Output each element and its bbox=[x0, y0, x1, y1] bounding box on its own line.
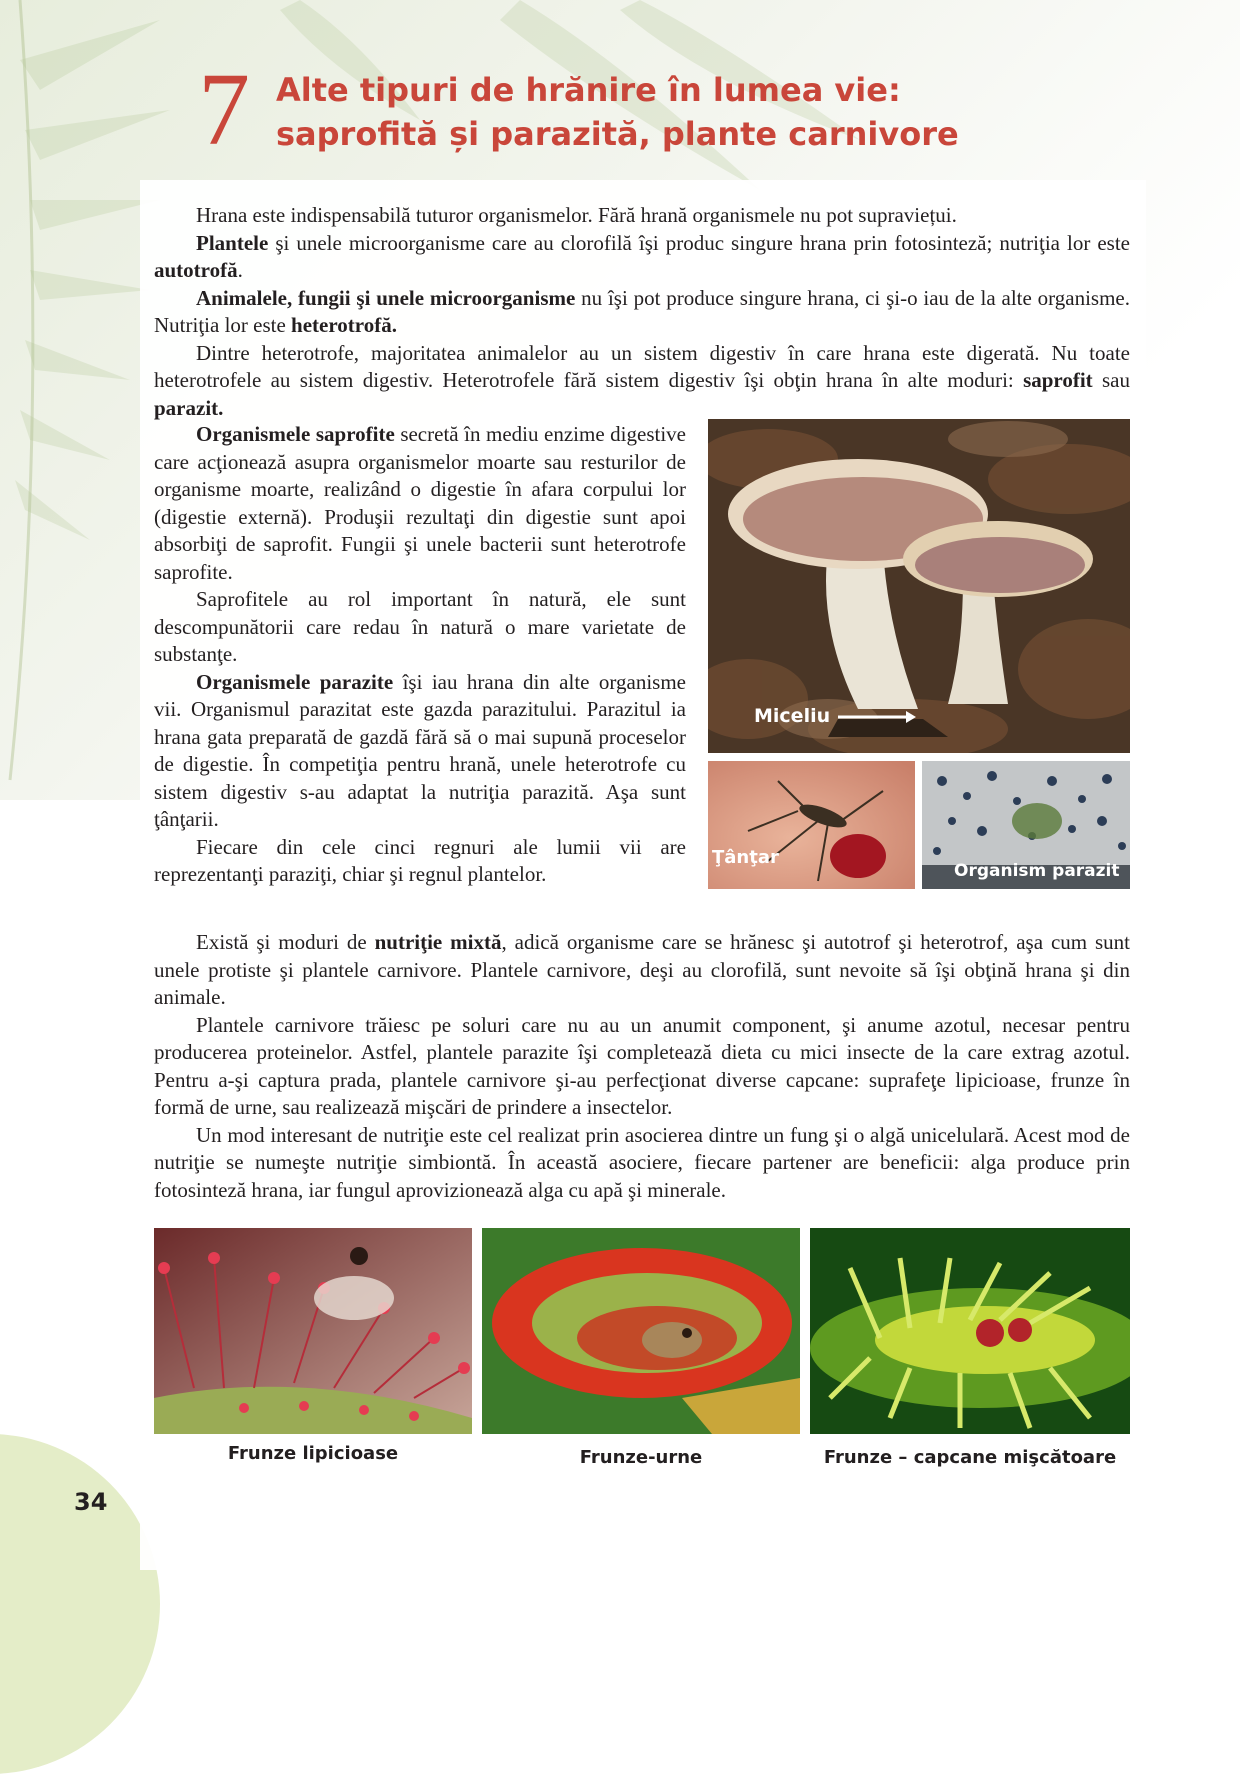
corner-decoration bbox=[0, 1434, 160, 1774]
text-span: şi unele microorganisme care au clorofilă îşi produc singure hrana prin fotosinteză; nutriţia lor este bbox=[268, 230, 1130, 255]
paragraph-4 bbox=[154, 340, 1130, 423]
term-saprofite: Organismele saprofite bbox=[196, 422, 395, 446]
paragraph-11: Un mod interesant de nutriţie este cel realizat prin asocierea dintre un fung şi o algă unicelulară. Acest mod de nutriţie se numeşte nutriţie simbiontă. În această asociere, fiecare partener are beneficii: alga produce prin fotosinteză hrana, iar fungul aprovizionează alga cu apă şi minerale. bbox=[154, 1122, 1130, 1202]
title-line-2: saprofită și parazită, plante carnivore bbox=[276, 115, 959, 153]
chapter-title bbox=[276, 68, 1076, 156]
text-span: . bbox=[237, 258, 243, 282]
paragraph-5 bbox=[154, 421, 686, 586]
term-saprofit: saprofit bbox=[1023, 368, 1093, 392]
flytrap-photo bbox=[810, 1228, 1130, 1434]
term-plantele: Plantele bbox=[196, 230, 269, 255]
paragraph-7 bbox=[154, 669, 686, 834]
chapter-number: 7 bbox=[198, 52, 250, 167]
text-span: îşi iau hrana din alte organisme vii. Organismul parazitat este gazda parazitului. Parazitul ia hrana gata preparată de gazdă fără să o mai supună proceselor de digestie. În competiţia pentru hrană, unele heterotrofe cu sistem digestiv s-au adaptat la nutriţia parazită. Aşa sunt ţânţarii. bbox=[154, 669, 686, 831]
pitcher-photo bbox=[482, 1228, 800, 1434]
parasite-label: Organism parazit bbox=[954, 861, 1120, 881]
left-column-text bbox=[154, 421, 686, 889]
mosquito-photo bbox=[708, 761, 915, 889]
caption-trap-leaves: Frunze – capcane mişcătoare bbox=[823, 1447, 1117, 1468]
paragraph-8: Fiecare din cele cinci regnuri ale lumii vii are reprezentanţi paraziţi, chiar şi regnul plantelor. bbox=[154, 834, 686, 886]
parasite-photo bbox=[922, 761, 1130, 889]
page-number: 34 bbox=[74, 1488, 108, 1516]
paragraph-9 bbox=[154, 929, 1130, 1012]
caption-sticky-leaves: Frunze lipicioase bbox=[227, 1443, 399, 1464]
term-animalele: Animalele, fungii şi unele microorganisme bbox=[196, 285, 576, 310]
text-span: sau bbox=[1092, 368, 1130, 392]
term-nutritie-mixta: nutriţie mixtă bbox=[374, 930, 502, 954]
paragraph-6: Saprofitele au rol important în natură, ele sunt descompunătorii care redau în natură o mare varietate de substanţe. bbox=[154, 587, 686, 666]
title-line-1: Alte tipuri de hrănire în lumea vie: bbox=[276, 71, 901, 109]
mushroom-photo bbox=[708, 419, 1130, 753]
term-heterotrofa: heterotrofă. bbox=[291, 313, 397, 337]
term-parazite: Organismele parazite bbox=[196, 669, 394, 694]
text-span: Există şi moduri de bbox=[196, 930, 375, 954]
caption-urn-leaves: Frunze-urne bbox=[579, 1447, 703, 1468]
text-span: nu îşi pot produce singure hrana, ci şi-o iau de la alte organisme. Nutriţia lor este bbox=[154, 285, 1130, 337]
text-span: Dintre heterotrofe, majoritatea animalelor au un sistem digestiv în care hrana este digerată. Nu toate heterotrofele au sistem digestiv. Heterotrofele fără sistem digestiv îşi obţin hrana în alte moduri: bbox=[154, 340, 1130, 392]
text-span: , adică organisme care se hrănesc şi autotrof şi heterotrof, aşa cum sunt unele protiste şi plantele carnivore. Plantele carnivore, deşi au clorofilă, sunt nevoite să îşi obţină hrana şi din animale. bbox=[154, 930, 1131, 1009]
paragraph-1: Hrana este indispensabilă tuturor organismelor. Fără hrană organismele nu pot supraviețui. bbox=[196, 203, 957, 227]
sundew-photo bbox=[154, 1228, 472, 1434]
intro-text bbox=[154, 202, 1130, 422]
text-span: secretă în mediu enzime digestive care acţionează asupra organismelor moarte sau resturilor de organisme moarte, realizând o digestie în afara corpului lor (digestie externă). Produşii rezultaţi din digestie sunt apoi absorbiţi de saprofit. Fungii şi unele bacterii sunt heterotrofe saprofite. bbox=[154, 422, 686, 584]
arrow-icon bbox=[836, 709, 916, 729]
term-autotrofa: autotrofă bbox=[154, 258, 238, 282]
term-parazit: parazit. bbox=[154, 395, 224, 420]
miceliu-label: Miceliu bbox=[754, 705, 831, 727]
paragraph-2 bbox=[154, 230, 1130, 285]
paragraph-3 bbox=[154, 285, 1130, 340]
mixed-nutrition-text bbox=[154, 929, 1130, 1204]
paragraph-10: Plantele carnivore trăiesc pe soluri care nu au un anumit component, şi anume azotul, necesar pentru producerea proteinelor. Astfel, plantele parazite îşi completează dieta cu mici insecte de la care extrag azotul. Pentru a-şi captura prada, plantele carnivore şi-au perfecţionat diverse capcane: suprafeţe lipicioase, frunze în formă de urne, sau realizează mişcări de prindere a insectelor. bbox=[154, 1012, 1130, 1119]
tantar-label: Ţânţar bbox=[712, 847, 779, 868]
